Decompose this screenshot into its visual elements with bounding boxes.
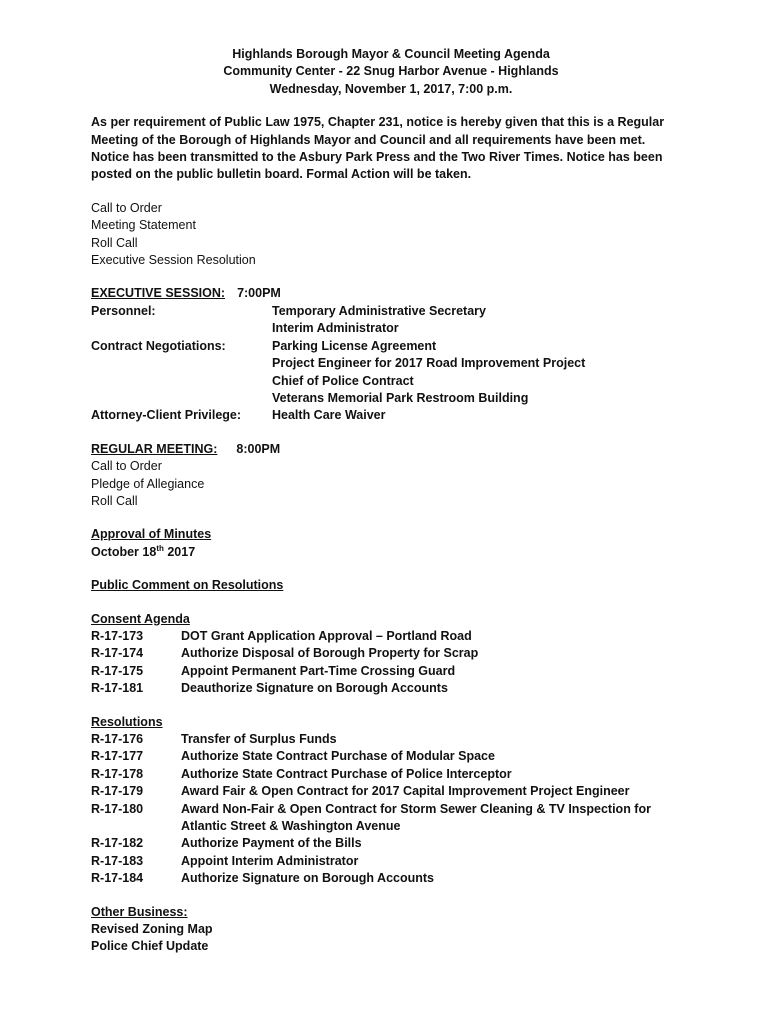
list-item: Health Care Waiver (272, 408, 386, 423)
resolution-code: R-17-183 (91, 853, 144, 868)
table-row (91, 731, 691, 748)
minutes-date (91, 544, 691, 561)
contract-label: Contract Negotiations: (91, 338, 226, 353)
regular-meeting-heading (91, 441, 691, 458)
list-item: Project Engineer for 2017 Road Improvement Project (272, 356, 586, 371)
minutes-date-year: 2017 (163, 544, 196, 559)
executive-session-time: 7:00PM (237, 286, 281, 301)
resolution-title: Authorize State Contract Purchase of Modular Space (181, 749, 495, 764)
contract-row (91, 338, 691, 408)
agenda-header (91, 46, 691, 98)
opening-items (91, 200, 691, 270)
table-row (91, 663, 691, 680)
resolution-title: DOT Grant Application Approval – Portland Road (181, 628, 472, 643)
resolution-code: R-17-179 (91, 784, 144, 799)
table-row (91, 870, 691, 887)
resolution-title: Authorize Payment of the Bills (181, 836, 362, 851)
resolutions-heading: Resolutions (91, 714, 163, 729)
resolution-code: R-17-175 (91, 663, 144, 678)
table-row (91, 766, 691, 783)
other-business-heading (91, 904, 691, 921)
resolution-code: R-17-182 (91, 836, 144, 851)
resolution-title: Appoint Permanent Part-Time Crossing Guard (181, 663, 456, 678)
list-item: Executive Session Resolution (91, 253, 256, 268)
consent-agenda (91, 611, 691, 698)
personnel-row (91, 303, 691, 338)
list-item: Revised Zoning Map (91, 922, 213, 937)
list-item: Interim Administrator (272, 321, 399, 336)
minutes-date-prefix: October 18 (91, 544, 157, 559)
resolution-code: R-17-184 (91, 871, 144, 886)
resolution-title: Authorize Disposal of Borough Property for Scrap (181, 646, 479, 661)
table-row (91, 783, 691, 800)
minutes-heading: Approval of Minutes (91, 527, 212, 542)
agenda-location: Community Center - 22 Snug Harbor Avenue - Highlands (223, 64, 559, 79)
list-item: Call to Order (91, 200, 162, 215)
resolution-title: Award Fair & Open Contract for 2017 Capital Improvement Project Engineer (181, 784, 630, 799)
other-business (91, 904, 691, 956)
personnel-label: Personnel: (91, 303, 156, 318)
list-item: Roll Call (91, 493, 138, 508)
list-item: Meeting Statement (91, 218, 196, 233)
resolution-code: R-17-174 (91, 646, 144, 661)
resolution-title: Transfer of Surplus Funds (181, 732, 337, 746)
resolution-code: R-17-173 (91, 628, 144, 643)
agenda-title: Highlands Borough Mayor & Council Meeting Agenda (232, 47, 550, 61)
resolutions (91, 714, 691, 888)
table-row (91, 853, 691, 870)
regular-meeting-time: 8:00PM (236, 441, 281, 456)
table-row (91, 680, 691, 697)
resolution-title: Deauthorize Signature on Borough Accounts (181, 681, 448, 696)
list-item: Call to Order (91, 459, 162, 474)
table-row (91, 645, 691, 662)
table-row (91, 628, 691, 645)
table-row (91, 801, 691, 836)
agenda-document (91, 46, 691, 956)
resolution-code: R-17-178 (91, 766, 144, 781)
list-item: Police Chief Update (91, 939, 209, 954)
list-item: Parking License Agreement (272, 338, 437, 353)
public-notice: As per requirement of Public Law 1975, Chapter 231, notice is hereby given that this is a Regular Meeting of the Borough of Highlands Mayor and Council and all requirements have been met. Notice has been transmitted to the Asbury Park Press and the Two River Times. Notice has been posted on the public bulletin board. Formal Action will be taken. (91, 115, 665, 182)
executive-session-heading (91, 285, 691, 302)
table-row (91, 748, 691, 765)
agenda-date: Wednesday, November 1, 2017, 7:00 p.m. (269, 81, 513, 96)
list-item: Pledge of Allegiance (91, 476, 205, 491)
resolution-title: Authorize Signature on Borough Accounts (181, 871, 435, 886)
attorney-row (91, 407, 691, 424)
attorney-label: Attorney-Client Privilege: (91, 408, 242, 423)
resolution-title: Award Non-Fair & Open Contract for Storm Sewer Cleaning & TV Inspection for Atlantic Street & Washington Avenue (181, 801, 651, 834)
consent-agenda-heading: Consent Agenda (91, 611, 190, 626)
list-item: Veterans Memorial Park Restroom Building (272, 390, 529, 405)
executive-session (91, 285, 691, 424)
other-business-label: Other Business: (91, 904, 188, 919)
resolution-title: Appoint Interim Administrator (181, 853, 359, 868)
regular-meeting-label: REGULAR MEETING: (91, 441, 218, 456)
list-item: Temporary Administrative Secretary (272, 303, 486, 318)
resolution-code: R-17-181 (91, 681, 144, 696)
table-row (91, 835, 691, 852)
resolution-title: Authorize State Contract Purchase of Police Interceptor (181, 766, 512, 781)
resolution-code: R-17-180 (91, 801, 144, 816)
resolution-code: R-17-176 (91, 732, 144, 746)
list-item: Chief of Police Contract (272, 373, 414, 388)
regular-meeting (91, 441, 691, 511)
minutes-date-suffix-sup: th (156, 543, 164, 553)
resolution-code: R-17-177 (91, 749, 144, 764)
public-comment-heading: Public Comment on Resolutions (91, 578, 284, 593)
approval-of-minutes (91, 526, 691, 561)
list-item: Roll Call (91, 235, 138, 250)
executive-session-label: EXECUTIVE SESSION: (91, 286, 226, 301)
